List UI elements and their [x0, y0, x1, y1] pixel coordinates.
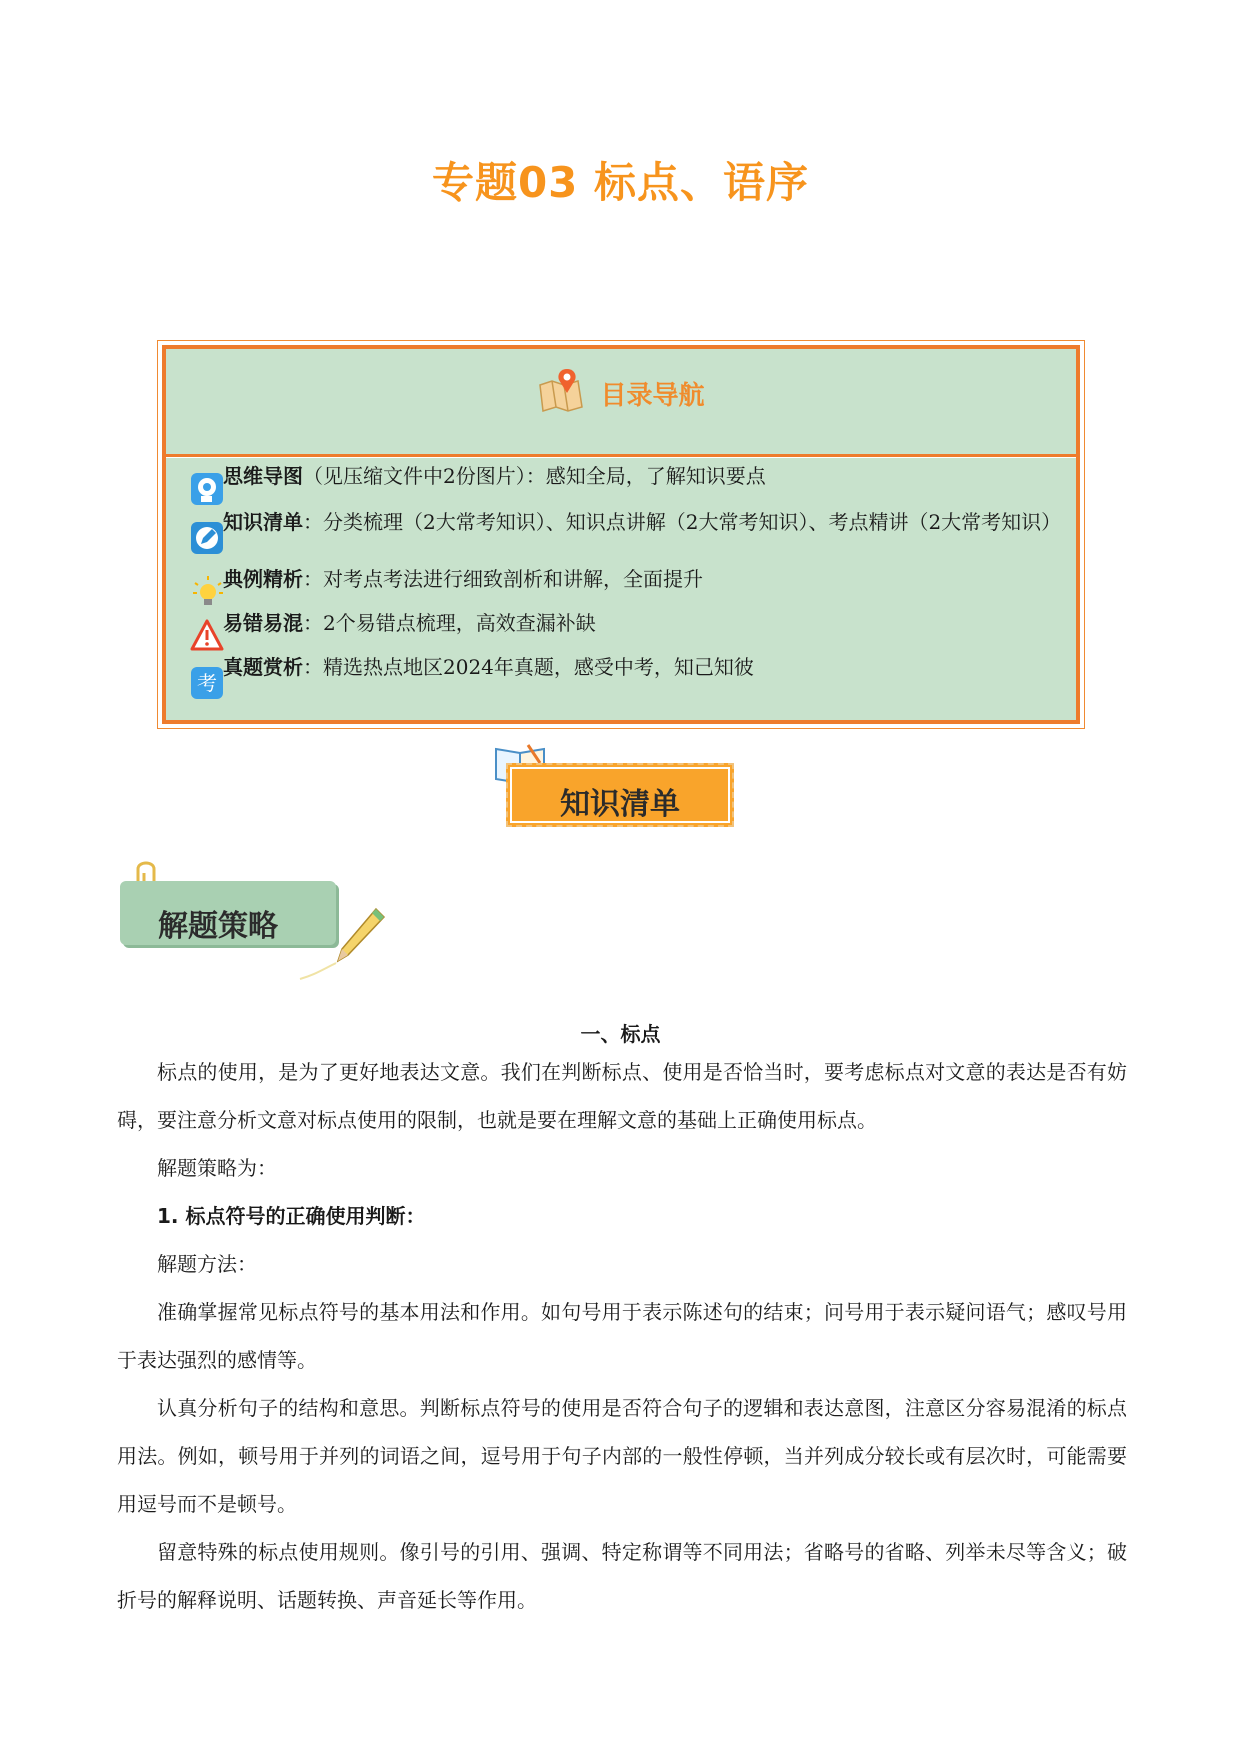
map-pin-icon	[537, 367, 585, 420]
paragraph-method-2: 认真分析句子的结构和意思。判断标点符号的使用是否符合句子的逻辑和表达意图，注意区分容易混淆的标点用法。例如，顿号用于并列的词语之间，逗号用于句子内部的一般性停顿，当并列成分较长或有层次时，可能需要用逗号而不是顿号。	[117, 1396, 1127, 1516]
knowledge-list-banner	[498, 755, 750, 839]
knowledge-list-label: 知识清单	[560, 787, 680, 822]
toc-item-examples[interactable]	[223, 564, 1068, 594]
kao-badge-char: 考	[197, 671, 217, 695]
toc-heading	[166, 367, 1076, 420]
toc-item-label: 真题赏析	[223, 655, 303, 679]
toc-heading-label: 目录导航	[600, 381, 705, 411]
toc-item-mindmap[interactable]	[223, 461, 1068, 491]
page-title: 专题03 标点、语序	[431, 158, 810, 207]
toc-navigation-box	[157, 340, 1085, 729]
warning-icon	[190, 619, 222, 653]
toc-item-real-exams[interactable]	[223, 652, 1068, 682]
toc-item-text: ：分类梳理（2大常考知识）、知识点讲解（2大常考知识）、考点精讲（2大常考知识）	[303, 510, 1062, 534]
paragraph-strategy-lead: 解题策略为：	[157, 1156, 277, 1180]
toc-item-mistakes[interactable]	[223, 608, 1068, 638]
pencil-icon	[290, 905, 390, 985]
paragraph-method-1: 准确掌握常见标点符号的基本用法和作用。如句号用于表示陈述句的结束；问号用于表示疑问语气；感叹号用于表达强烈的感情等。	[117, 1300, 1127, 1372]
toc-item-label: 知识清单	[223, 510, 303, 534]
toc-item-label: 易错易混	[223, 611, 303, 635]
paragraph-method-lead: 解题方法：	[157, 1252, 257, 1276]
toc-item-label: 思维导图	[223, 464, 303, 488]
strategy-banner	[120, 875, 390, 985]
kao-badge-icon	[190, 666, 222, 700]
toc-item-text: ：对考点考法进行细致剖析和讲解，全面提升	[303, 567, 703, 591]
paragraph-method-3: 留意特殊的标点使用规则。像引号的引用、强调、特定称谓等不同用法；省略号的省略、列举未尽等含义；破折号的解释说明、话题转换、声音延长等作用。	[117, 1540, 1127, 1612]
toc-item-text: ：精选热点地区2024年真题，感受中考，知己知彼	[303, 655, 754, 679]
toc-item-text: ：2个易错点梳理，高效查漏补缺	[303, 611, 596, 635]
toc-item-knowledge[interactable]	[166, 507, 1068, 537]
strategy-label: 解题策略	[158, 909, 278, 944]
toc-divider	[166, 454, 1076, 458]
toc-inner-panel	[162, 345, 1080, 724]
subheading-punctuation-judgement: 1. 标点符号的正确使用判断：	[157, 1204, 426, 1228]
section-heading: 一、标点	[580, 1022, 661, 1046]
lightbulb-icon	[192, 575, 224, 609]
head-brain-icon	[190, 472, 222, 506]
paragraph-intro: 标点的使用，是为了更好地表达文意。我们在判断标点、使用是否恰当时，要考虑标点对文意的表达是否有妨碍，要注意分析文意对标点使用的限制，也就是要在理解文意的基础上正确使用标点。	[117, 1060, 1127, 1132]
toc-item-text: （见压缩文件中2份图片）：感知全局，了解知识要点	[303, 464, 766, 488]
knowledge-list-box	[506, 763, 734, 827]
toc-item-label: 典例精析	[223, 567, 303, 591]
